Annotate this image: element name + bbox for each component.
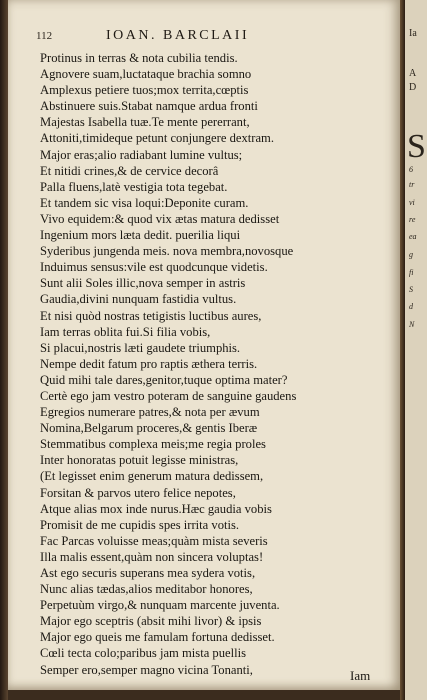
text-line: Amplexus petiere tuos;mox territa,cœptis xyxy=(40,83,249,98)
facing-page-fragment: re xyxy=(409,215,416,224)
text-line: Certè ego jam vestro poteram de sanguine gaudens xyxy=(40,388,297,403)
text-line: Major eras;alio radiabant lumine vultus; xyxy=(40,147,243,162)
facing-page-fragment: D xyxy=(409,82,417,93)
header-title: IOAN. BARCLAII xyxy=(106,28,250,43)
text-line: Semper ero,semper magno vicina Tonanti, xyxy=(40,662,253,677)
text-line: Major ego sceptris (absit mihi livor) & ipsis xyxy=(40,614,262,629)
text-line: Attoniti,timideque petunt conjungere dextram. xyxy=(40,131,274,146)
text-line: Nunc alias tædas,alios meditabor honores, xyxy=(40,582,253,597)
text-line: Quid mihi tale dares,genitor,tuque optima mater? xyxy=(40,372,288,387)
text-line: Promisit de me cupidis spes irrita votis. xyxy=(40,517,240,532)
facing-page-fragment: N xyxy=(409,320,415,329)
text-line: Et nisi quòd nostras tetigistis luctibus aures, xyxy=(40,308,262,323)
text-line: Major ego queis me famulam fortuna dedisset. xyxy=(40,630,275,645)
text-line: Cœli tecta colo;paribus jam mista puellis xyxy=(40,646,247,661)
facing-page-fragment: g xyxy=(409,250,413,259)
catchword: Iam xyxy=(350,668,371,683)
text-line: Perpetuùm virgo,& nunquam marcente juventa. xyxy=(40,598,280,613)
facing-page-fragment: Ia xyxy=(409,28,417,39)
running-head xyxy=(36,30,376,50)
facing-page-fragment: S xyxy=(407,128,426,165)
text-line: Et nitidi crines,& de cervice decorâ xyxy=(40,163,219,178)
facing-page-fragment: fi xyxy=(409,268,414,277)
text-line: Forsitan & parvos utero felice nepotes, xyxy=(40,485,236,500)
text-line: Si placui,nostris læti gaudete triumphis. xyxy=(40,340,241,355)
text-line: Abstinuere suis.Stabat namque ardua fronti xyxy=(40,99,258,114)
text-line: Sunt alii Soles illic,nova semper in astris xyxy=(40,276,246,291)
text-line: Egregios numerare patres,& nota per ævum xyxy=(40,405,260,420)
text-line: Nomina,Belgarum proceres,& gentis Iberæ xyxy=(40,421,258,436)
text-line: Inter honoratas potuit legisse ministras, xyxy=(40,453,239,468)
facing-page-edge xyxy=(405,0,427,700)
book-edge-left xyxy=(0,0,8,700)
text-line: Palla fluens,latè vestigia tota tegebat. xyxy=(40,179,228,194)
text-line: Vivo equidem:& quod vix ætas matura dedisset xyxy=(40,211,280,226)
text-line: Gaudia,divini nunquam fastidia vultus. xyxy=(40,292,237,307)
facing-page-fragment: vi xyxy=(409,198,415,207)
facing-page-fragment: A xyxy=(409,68,417,79)
facing-page-fragment: 6 xyxy=(409,165,413,174)
facing-page-fragment: tr xyxy=(409,180,415,189)
text-line: Iam terras oblita fui.Si filia vobis, xyxy=(40,324,211,339)
facing-page-fragment: d xyxy=(409,302,413,311)
text-line: Stemmatibus complexa meis;me regia proles xyxy=(40,437,266,452)
facing-page-fragment: S xyxy=(409,285,413,294)
facing-page-fragment: ea xyxy=(409,232,417,241)
text-line: Protinus in terras & nota cubilia tendis. xyxy=(40,51,238,65)
page-number: 112 xyxy=(36,30,53,42)
text-line: Illa malis essent,quàm non sincera voluptas! xyxy=(40,549,264,564)
text-line: Et tandem sic visa loqui:Deponite curam. xyxy=(40,195,249,210)
text-line: Atque alias mox inde nurus.Hæc gaudia vobis xyxy=(40,501,272,516)
text-line: (Et legisset enim generum matura dedissem, xyxy=(40,469,264,484)
poem-text xyxy=(40,50,395,678)
text-line: Fac Parcas voluisse meas;quàm mista severis xyxy=(40,533,268,548)
text-line: Majestas Isabella tuæ.Te mente pererrant, xyxy=(40,115,250,130)
text-line: Ingenium mors læta dedit. puerilia liqui xyxy=(40,228,241,243)
text-line: Agnovere suam,luctataque brachia somno xyxy=(40,67,252,82)
text-line: Ast ego securis superans mea sydera votis, xyxy=(40,566,256,580)
text-line: Nempe dedit fatum pro raptis æthera terris. xyxy=(40,356,258,371)
text-line: Syderibus jungenda meis. nova membra,novosque xyxy=(40,244,294,259)
text-line: Induimus sensus:vile est quodcunque videtis. xyxy=(40,260,268,275)
